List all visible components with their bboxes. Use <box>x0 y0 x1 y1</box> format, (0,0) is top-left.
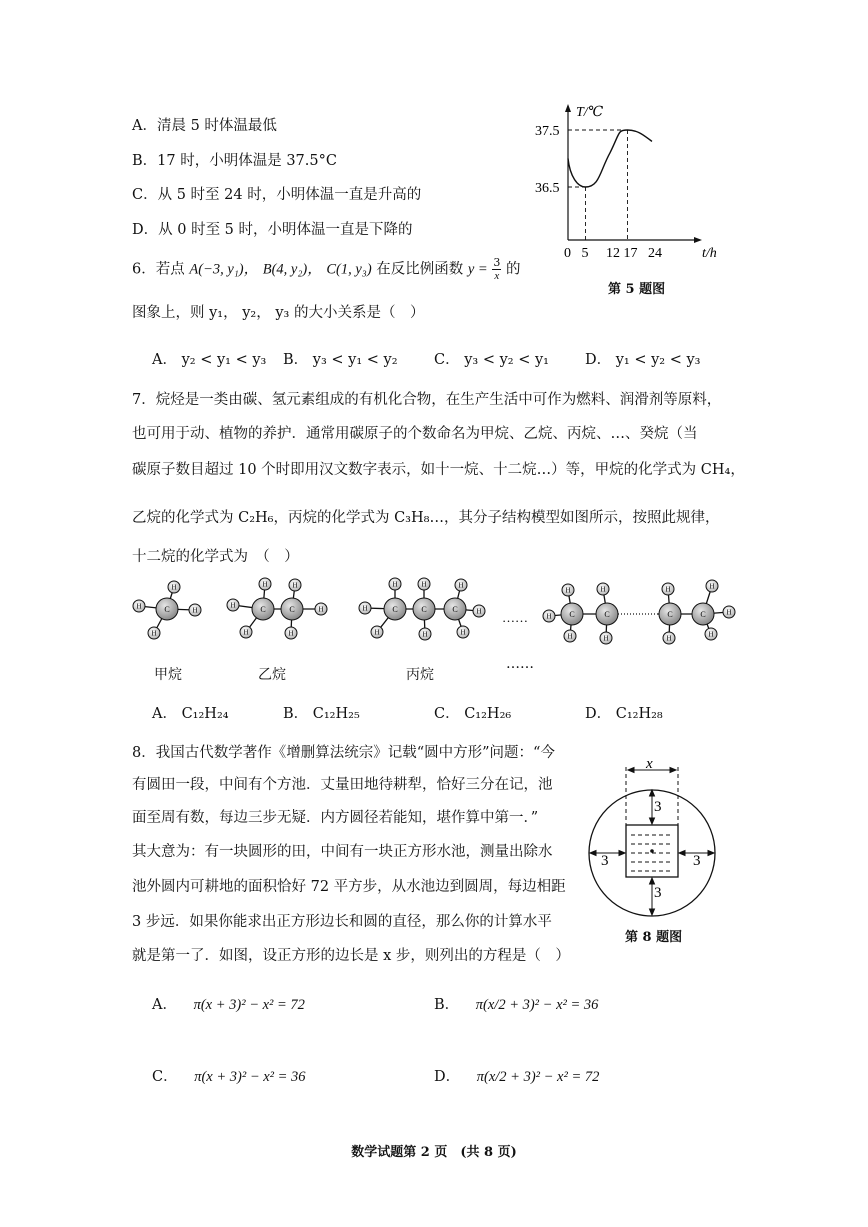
circle-square-figure <box>584 755 724 920</box>
q7-line1: 7．烷烃是一类由碳、氢元素组成的有机化合物，在生产生活中可作为燃料、润滑剂等原料， <box>132 392 722 408</box>
x-axis-arrow <box>694 237 702 243</box>
hydrogen-symbol: H <box>262 580 268 589</box>
q6-point-a: A(−3, y₁)， <box>189 261 259 278</box>
hydrogen-symbol: H <box>567 632 573 641</box>
x-tick-label: 12 <box>606 246 620 260</box>
hydrogen-symbol: H <box>665 585 671 594</box>
carbon-symbol: C <box>700 610 706 619</box>
q8-option-d-expr: π(x/2 + 3)² − x² = 72 <box>476 1069 600 1085</box>
carbon-symbol: C <box>569 610 575 619</box>
page-footer: 数学试题第 2 页 (共 8 页) <box>351 1145 517 1160</box>
q8-line3: 面至周有数，每边三步无疑．内方圆径若能知，堪作算中第一．” <box>132 810 539 826</box>
y-tick-label: 36.5 <box>535 181 560 196</box>
q8-option-c <box>152 1065 306 1086</box>
q6-stem-part3: 的 <box>505 261 521 278</box>
q6-option-c: C． y₃ < y₂ < y₁ <box>434 352 549 368</box>
hydrogen-symbol: H <box>151 629 157 638</box>
hydrogen-symbol: H <box>421 580 427 589</box>
q8-option-a <box>152 993 305 1014</box>
x-tick-label: 24 <box>648 246 662 260</box>
q8-option-c-label: C． <box>152 1069 178 1085</box>
q8-option-b-label: B． <box>434 997 460 1013</box>
hydrogen-symbol: H <box>292 581 298 590</box>
hydrogen-symbol: H <box>600 585 606 594</box>
q5-option-b: B．17 时，小明体温是 37.5°C <box>132 153 337 169</box>
carbon-symbol: C <box>667 610 673 619</box>
q8-option-a-label: A． <box>152 997 177 1013</box>
fig-label-right: 3 <box>693 853 701 869</box>
q7-line3: 碳原子数目超过 10 个时即用汉文数字表示，如十一烷、十二烷…）等，甲烷的化学式为 CH₄， <box>132 462 745 478</box>
hydrogen-symbol: H <box>318 605 324 614</box>
y-axis-arrow <box>565 104 571 112</box>
q8-option-b-expr: π(x/2 + 3)² − x² = 36 <box>475 997 599 1013</box>
hydrogen-symbol: H <box>709 582 715 591</box>
fig-label-top: 3 <box>654 799 662 815</box>
q8-option-d <box>434 1065 599 1086</box>
hydrogen-symbol: H <box>460 628 466 637</box>
q6-func-numerator: 3 <box>493 256 501 269</box>
y-tick-label: 37.5 <box>535 124 560 139</box>
carbon-symbol: C <box>260 605 266 614</box>
q6-func-denominator: x <box>494 270 500 282</box>
q6-stem-part2: 在反比例函数 <box>376 261 464 278</box>
fig-x-label: x <box>646 756 653 772</box>
hydrogen-symbol: H <box>136 602 142 611</box>
carbon-symbol: C <box>164 605 170 614</box>
hydrogen-symbol: H <box>171 583 177 592</box>
q6-option-b: B． y₃ < y₁ < y₂ <box>283 352 398 368</box>
x-axis-label: t/h <box>702 246 717 260</box>
hydrogen-symbol: H <box>392 580 398 589</box>
carbon-symbol: C <box>452 605 458 614</box>
hydrogen-symbol: H <box>422 630 428 639</box>
q8-line4: 其大意为：有一块圆形的田，中间有一块正方形水池，测量出除水 <box>132 844 553 860</box>
hydrogen-symbol: H <box>243 628 249 637</box>
hydrogen-symbol: H <box>546 612 552 621</box>
molecule-ellipsis: …… <box>502 610 528 625</box>
q8-line5: 池外圆内可耕地的面积恰好 72 平方步，从水池边到圆周，每边相距 <box>132 879 566 895</box>
hydrogen-symbol: H <box>603 634 609 643</box>
fig-label-bottom: 3 <box>654 885 662 901</box>
q8-option-a-expr: π(x + 3)² − x² = 72 <box>193 997 305 1013</box>
q6-stem-line2: 图象上，则 y₁， y₂， y₃ 的大小关系是（ ） <box>132 305 425 321</box>
hydrogen-symbol: H <box>192 606 198 615</box>
hydrogen-symbol: H <box>458 581 464 590</box>
hydrogen-symbol: H <box>708 630 714 639</box>
q7-option-c: C． C₁₂H₂₆ <box>434 706 512 722</box>
hydrogen-symbol: H <box>666 634 672 643</box>
q8-line2: 有圆田一段，中间有个方池．丈量田地待耕犁，恰好三分在记，池 <box>132 777 553 793</box>
temperature-curve <box>568 130 652 187</box>
q5-option-d: D．从 0 时至 5 时，小明体温一直是下降的 <box>132 222 413 238</box>
q6-point-b: B(4, y₂)， <box>262 261 322 278</box>
q8-option-b <box>434 993 598 1014</box>
carbon-symbol: C <box>392 605 398 614</box>
q6-stem-part1: 6．若点 <box>132 261 185 278</box>
propane-label: 丙烷 <box>406 667 434 683</box>
q6-func-lhs: y = <box>467 261 488 278</box>
hydrogen-symbol: H <box>288 629 294 638</box>
temperature-chart <box>528 100 718 260</box>
y-axis-label: T/℃ <box>576 105 604 120</box>
q5-figure-caption: 第 5 题图 <box>608 282 666 297</box>
hydrogen-symbol: H <box>230 601 236 610</box>
q8-option-c-expr: π(x + 3)² − x² = 36 <box>194 1069 306 1085</box>
q8-figure-caption: 第 8 题图 <box>625 930 683 945</box>
methane-label: 甲烷 <box>154 667 182 683</box>
q8-line7: 就是第一了．如图，设正方形的边长是 x 步，则列出的方程是（ ） <box>132 948 570 964</box>
q6-stem <box>132 257 520 282</box>
hydrogen-symbol: H <box>374 628 380 637</box>
hydrogen-symbol: H <box>726 608 732 617</box>
q8-line6: 3 步远．如果你能求出正方形边长和圆的直径，那么你的计算水平 <box>132 914 552 930</box>
q6-option-a: A． y₂ < y₁ < y₃ <box>152 352 267 368</box>
carbon-symbol: C <box>289 605 295 614</box>
hydrogen-symbol: H <box>565 586 571 595</box>
q7-option-a: A． C₁₂H₂₄ <box>152 706 229 722</box>
q6-fraction <box>492 257 501 282</box>
label-ellipsis: …… <box>506 656 534 672</box>
q7-line2: 也可用于动、植物的养护．通常用碳原子的个数命名为甲烷、乙烷、丙烷、…、癸烷（当 <box>132 426 698 442</box>
carbon-symbol: C <box>421 605 427 614</box>
x-tick-label: 17 <box>623 246 638 260</box>
q8-option-d-label: D． <box>434 1069 461 1085</box>
fig-label-left: 3 <box>601 853 609 869</box>
q8-line1: 8．我国古代数学著作《增删算法统宗》记载“圆中方形”问题：“今 <box>132 745 555 761</box>
q7-line5: 十二烷的化学式为 （ ） <box>132 549 299 565</box>
ethane-label: 乙烷 <box>258 667 286 683</box>
hydrogen-symbol: H <box>362 604 368 613</box>
q5-option-a: A．清晨 5 时体温最低 <box>132 118 277 134</box>
q7-option-b: B． C₁₂H₂₅ <box>283 706 360 722</box>
q7-option-d: D． C₁₂H₂₈ <box>585 706 663 722</box>
q7-line4: 乙烷的化学式为 C₂H₆，丙烷的化学式为 C₃H₈…，其分子结构模型如图所示，按照此规律， <box>132 510 720 526</box>
x-tick-label: 5 <box>581 246 589 260</box>
q5-option-c: C．从 5 时至 24 时，小明体温一直是升高的 <box>132 187 422 203</box>
carbon-symbol: C <box>604 610 610 619</box>
q6-point-c: C(1, y₃) <box>326 261 372 278</box>
molecule-models <box>125 572 745 652</box>
x-tick-label: 0 <box>564 246 571 260</box>
hydrogen-symbol: H <box>476 607 482 616</box>
q6-option-d: D． y₁ < y₂ < y₃ <box>585 352 701 368</box>
